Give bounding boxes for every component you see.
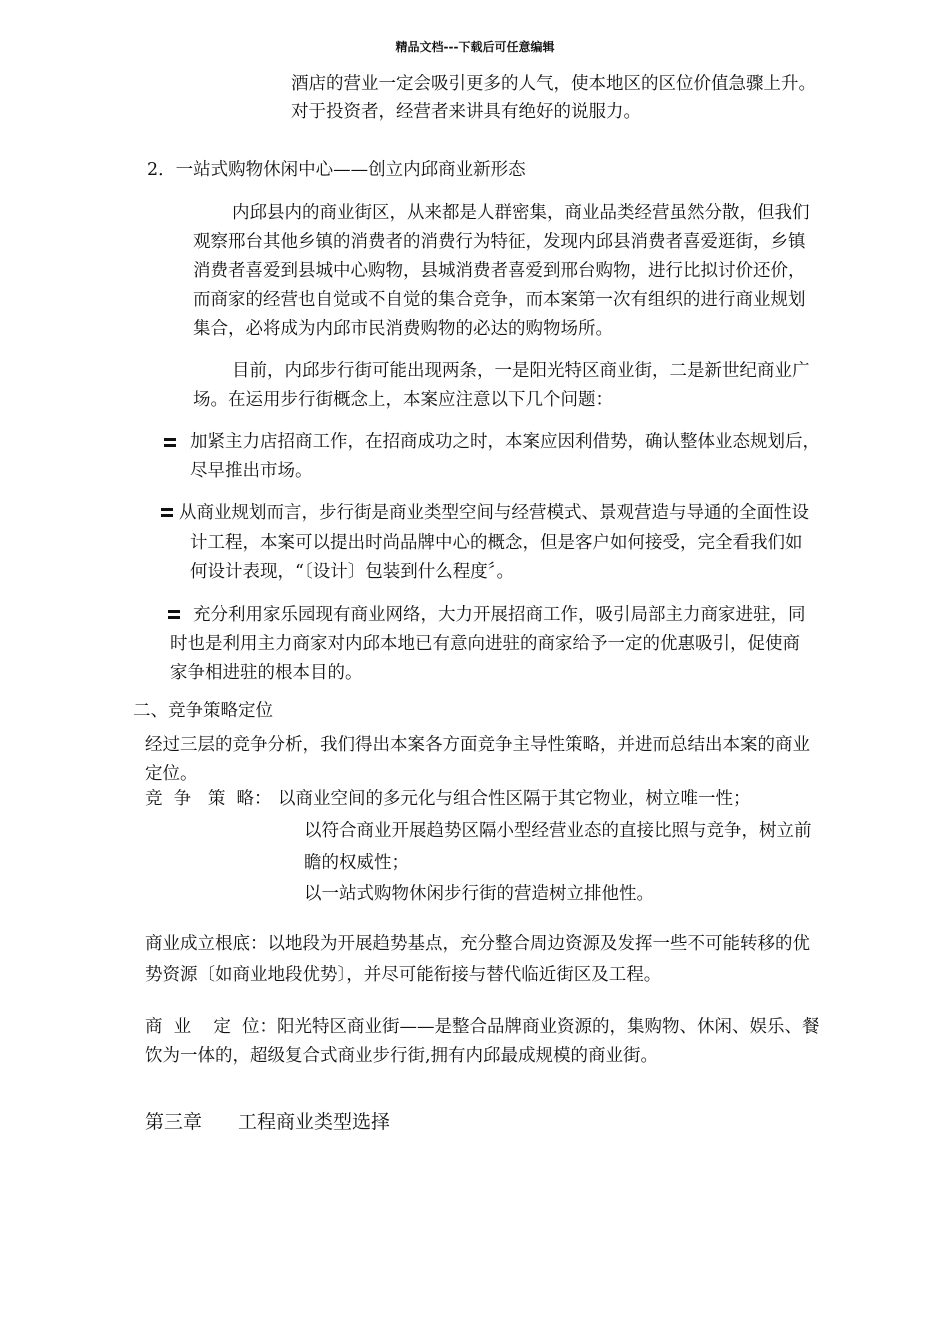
paragraph-line: 定位。 <box>145 764 198 784</box>
bullet-text-line: 何设计表现，“〔设计〕包装到什么程度〞。 <box>190 562 514 582</box>
bullet-text-line: 时也是利用主力商家对内邱本地已有意向进驻的商家给予一定的优惠吸引，促使商 <box>170 634 800 654</box>
paragraph-line: 而商家的经营也自觉或不自觉的集合竞争，而本案第一次有组织的进行商业规划 <box>193 290 806 310</box>
bullet-icon <box>168 608 180 620</box>
strategy-line: 以一站式购物休闲步行街的营造树立排他性。 <box>304 884 654 904</box>
intro-line-1: 酒店的营业一定会吸引更多的人气，使本地区的区位价值急骤上升。 <box>291 74 816 94</box>
paragraph-line: 集合，必将成为内邱市民消费购物的必达的购物场所。 <box>193 319 613 339</box>
paragraph-line: 商业成立根底：以地段为开展趋势基点，充分整合周边资源及发挥一些不可能转移的优 <box>145 934 810 954</box>
strategy-line: 以商业空间的多元化与组合性区隔于其它物业，树立唯一性； <box>278 789 751 809</box>
paragraph-line: 经过三层的竞争分析，我们得出本案各方面竞争主导性策略，并进而总结出本案的商业 <box>145 735 810 755</box>
bullet-text-line: 家争相进驻的根本目的。 <box>170 663 363 683</box>
strategy-label: 竞 争 策 略： <box>145 789 272 809</box>
chapter-title: 工程商业类型选择 <box>238 1111 391 1133</box>
bullet-text-line: 充分利用家乐园现有商业网络，大力开展招商工作，吸引局部主力商家进驻，同 <box>193 605 806 625</box>
page-header: 精品文档---下载后可任意编辑 <box>395 40 555 54</box>
strategy-line: 以符合商业开展趋势区隔小型经营业态的直接比照与竞争，树立前 <box>304 821 812 841</box>
positioning-line: 商 业 定 位：阳光特区商业街——是整合品牌商业资源的，集购物、休闲、娱乐、餐 <box>145 1017 820 1037</box>
section-heading: 二、竞争策略定位 <box>133 701 273 721</box>
paragraph-line: 场。在运用步行街概念上，本案应注意以下几个问题： <box>193 390 613 410</box>
positioning-line: 饮为一体的，超级复合式商业步行街,拥有内邱最成规模的商业街。 <box>145 1046 659 1066</box>
paragraph-line: 势资源〔如商业地段优势〕，并尽可能衔接与替代临近街区及工程。 <box>145 965 662 985</box>
paragraph-line: 观察邢台其他乡镇的消费者的消费行为特征，发现内邱县消费者喜爱逛街，乡镇 <box>193 232 806 252</box>
intro-line-2: 对于投资者，经营者来讲具有绝好的说服力。 <box>291 102 641 122</box>
bullet-icon <box>164 436 176 448</box>
paragraph-line: 内邱县内的商业街区，从来都是人群密集，商业品类经营虽然分散，但我们 <box>232 203 810 223</box>
paragraph-line: 目前，内邱步行街可能出现两条，一是阳光特区商业街，二是新世纪商业广 <box>232 361 810 381</box>
chapter-number: 第三章 <box>145 1111 203 1133</box>
bullet-icon <box>161 506 173 518</box>
bullet-text-line: 加紧主力店招商工作，在招商成功之时，本案应因利借势，确认整体业态规划后， <box>190 432 820 452</box>
section-heading: 2．一站式购物休闲中心——创立内邱商业新形态 <box>147 160 526 180</box>
bullet-text-line: 尽早推出市场。 <box>190 461 313 481</box>
strategy-line: 瞻的权威性； <box>304 853 409 873</box>
bullet-text-line: 从商业规划而言，步行街是商业类型空间与经营模式、景观营造与导通的全面性设 <box>179 503 809 523</box>
bullet-text-line: 计工程，本案可以提出时尚品牌中心的概念，但是客户如何接受，完全看我们如 <box>190 533 803 553</box>
paragraph-line: 消费者喜爱到县城中心购物，县城消费者喜爱到邢台购物，进行比拟讨价还价， <box>193 261 806 281</box>
